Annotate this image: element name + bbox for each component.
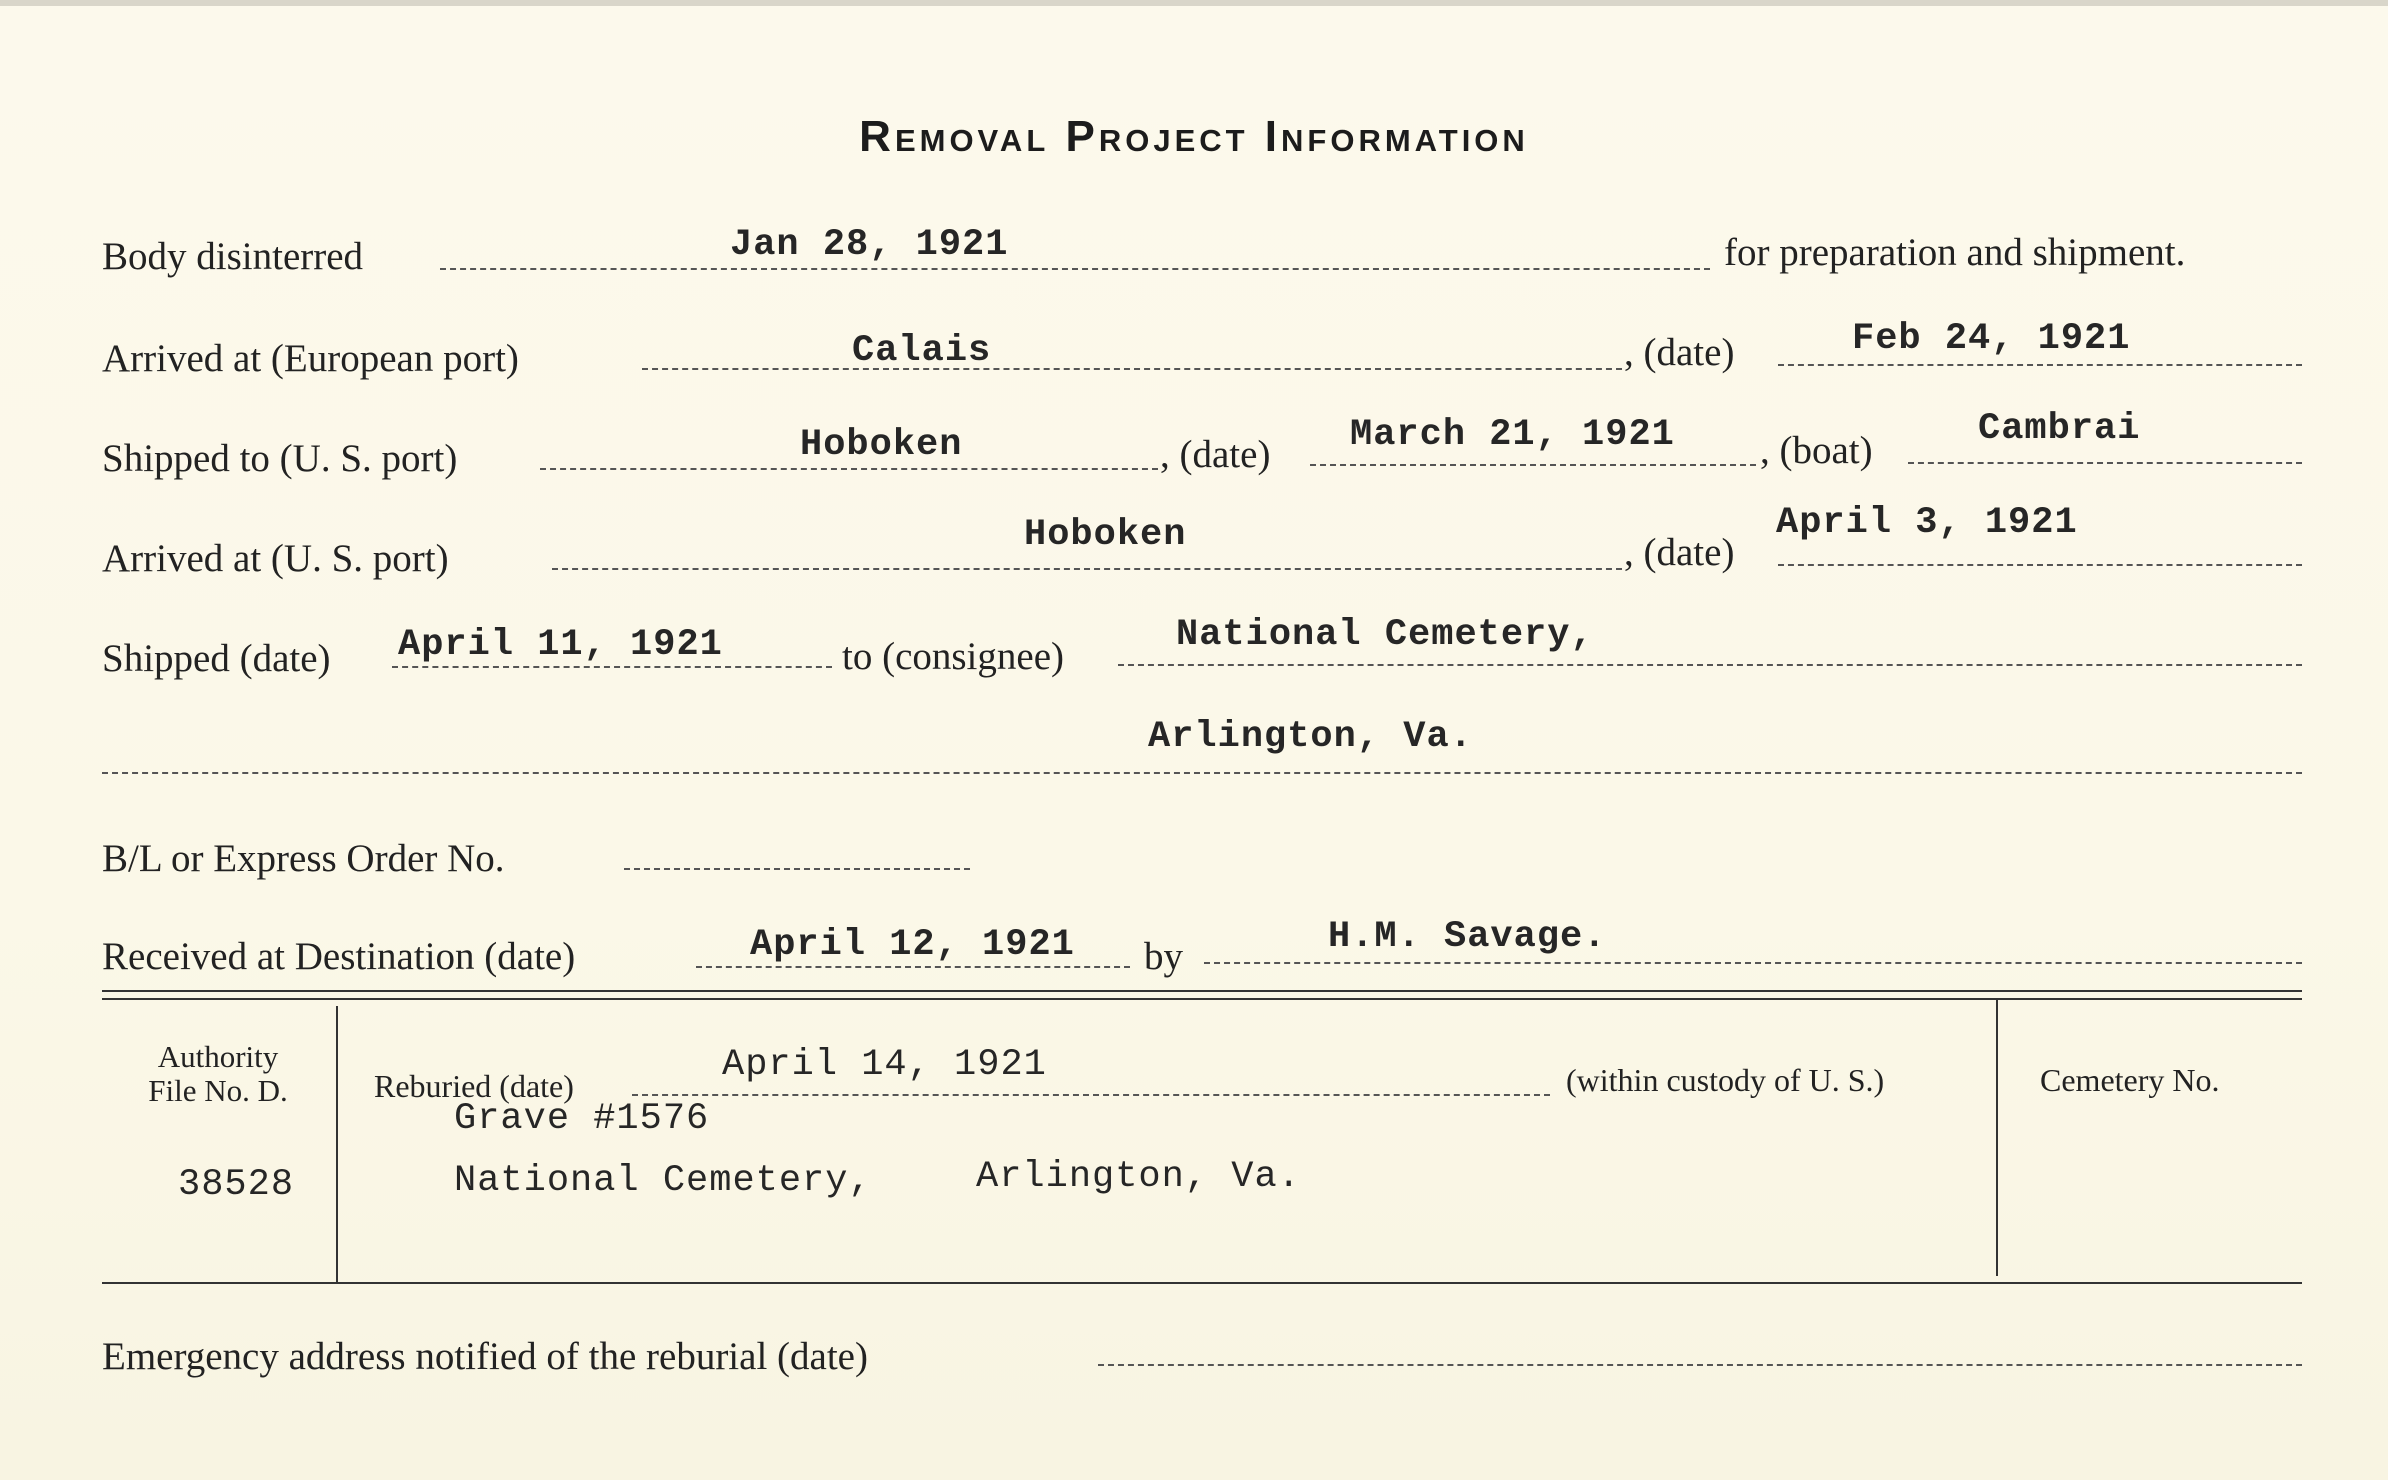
shipped-us-date-label: , (date) [1160,433,1271,476]
arrived-us-port: Hoboken [1024,514,1187,556]
box-rule-bottom [102,1282,2302,1284]
authority-label-2: File No. D. [148,1073,288,1108]
reburied-date: April 14, 1921 [722,1044,1047,1086]
arrived-us-date-label: , (date) [1624,531,1735,574]
disinterred-line [440,268,1710,270]
consignee-line-1: National Cemetery, [1176,614,1594,656]
shipped-us-label: Shipped to (U. S. port) [102,437,458,480]
reburial-location-1: National Cemetery, [454,1160,872,1202]
custody-label: (within custody of U. S.) [1566,1062,1885,1098]
reburial-location-2: Arlington, Va. [976,1156,1301,1198]
shipped-date-line [392,666,832,668]
arrived-eu-date-label: , (date) [1624,331,1735,374]
arrived-eu-port: Calais [852,330,992,372]
shipped-us-date-line [1310,464,1756,466]
received-by-line [1204,962,2302,964]
arrived-eu-date: Feb 24, 1921 [1852,318,2131,360]
arrived-eu-date-line [1778,364,2302,366]
card-top-edge [0,0,2388,6]
emergency-label: Emergency address notified of the reburial (date) [102,1335,868,1378]
shipped-us-boat-label: , (boat) [1760,429,1873,472]
shipped-us-date: March 21, 1921 [1350,414,1675,456]
cemetery-number-label: Cemetery No. [2040,1062,2220,1098]
consignee-label: to (consignee) [842,635,1065,678]
received-by-label: by [1144,935,1183,978]
card-title: Removal Project Information [859,112,1529,161]
disinterred-label: Body disinterred [102,235,364,278]
arrived-eu-label: Arrived at (European port) [102,337,519,380]
shipped-us-line [540,468,1158,470]
arrived-eu-line [642,368,1622,370]
shipped-date: April 11, 1921 [398,624,723,666]
shipped-us-port: Hoboken [800,424,963,466]
authority-label-1: Authority [157,1039,279,1074]
consignee-line-2-rule [102,772,2302,774]
received-by: H.M. Savage. [1328,916,1607,958]
arrived-us-date: April 3, 1921 [1776,502,2078,544]
emergency-line [1098,1364,2302,1366]
bl-line [624,868,970,870]
received-date: April 12, 1921 [750,924,1075,966]
bl-label: B/L or Express Order No. [102,837,505,880]
arrived-us-label: Arrived at (U. S. port) [102,537,449,580]
shipped-us-boat-line [1908,462,2302,464]
received-label: Received at Destination (date) [102,935,576,978]
box-rule-top-1 [102,990,2302,992]
consignee-line-2: Arlington, Va. [1148,716,1473,758]
shipped-us-boat: Cambrai [1978,408,2141,450]
disinterred-suffix: for preparation and shipment. [1724,231,2186,274]
box-rule-top-2 [102,998,2302,1000]
arrived-us-date-line [1778,564,2302,566]
box-divider-right [1996,1000,1998,1276]
reburied-line [632,1094,1550,1096]
disinterred-value: Jan 28, 1921 [730,224,1009,266]
reburied-label: Reburied (date) [374,1068,574,1104]
received-date-line [696,966,1130,968]
consignee-line [1118,664,2302,666]
grave-number: Grave #1576 [454,1098,710,1140]
shipped-label: Shipped (date) [102,637,331,680]
box-divider-left [336,1006,338,1282]
arrived-us-line [552,568,1622,570]
authority-file-number: 38528 [178,1164,295,1206]
